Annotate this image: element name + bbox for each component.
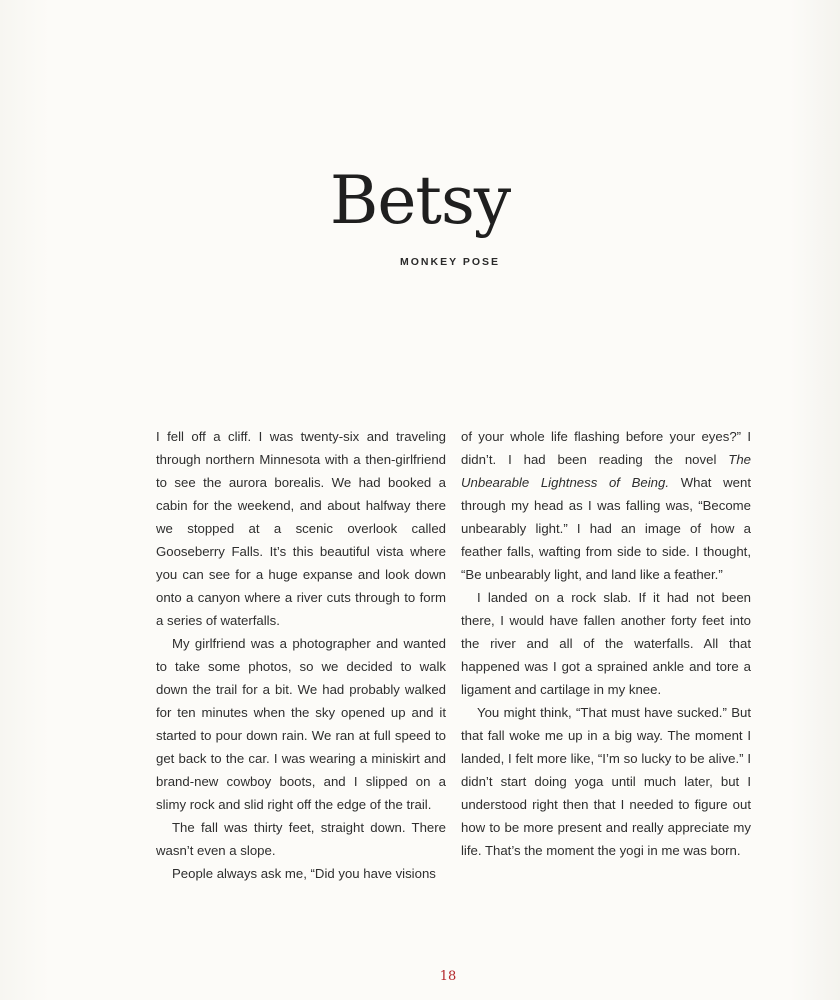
paragraph: I landed on a rock slab. If it had not been there, I would have fallen another forty feet into the river and all of the waterfalls. All that happened was I got a sprained ankle and tore a ligament and cartilage in my knee.: [461, 590, 751, 697]
paragraph: My girlfriend was a photographer and wanted to take some photos, so we decided to walk down the trail for a bit. We had probably walked for ten minutes when the sky opened up and it started to pour down rain. We ran at full speed to get back to the car. I was wearing a miniskirt and brand-new cowboy boots, and I slipped on a slimy rock and slid right off the edge of the trail.: [156, 636, 446, 812]
book-title-italic: The Unbearable Lightness of Being.: [461, 452, 751, 490]
chapter-subtitle: MONKEY POSE: [400, 256, 500, 268]
paragraph: People always ask me, “Did you have visions: [172, 866, 436, 881]
text-column-left: [156, 425, 446, 885]
chapter-title: Betsy: [329, 162, 511, 239]
paragraph-text: of your whole life flashing before your eyes?” I didn’t. I had been reading the novel: [461, 429, 751, 467]
text-column-right: [461, 425, 751, 862]
paragraph: I fell off a cliff. I was twenty-six and traveling through northern Minnesota with a then-girlfriend to see the aurora borealis. We had booked a cabin for the weekend, and about halfway there we stopped at a scenic overlook called Gooseberry Falls. It’s this beautiful vista where you can see for a huge expanse and look down onto a canyon where a river cuts through to form a series of waterfalls.: [156, 429, 446, 628]
paragraph: [461, 425, 751, 586]
paragraph: You might think, “That must have sucked.” But that fall woke me up in a big way. The moment I landed, I felt more like, “I’m so lucky to be alive.” I didn’t start doing yoga until much later, but I understood right then that I needed to figure out how to be more present and really appreciate my life. That’s the moment the yogi in me was born.: [461, 705, 751, 858]
page-number: 18: [439, 969, 457, 984]
paragraph-text: What went through my head as I was falling was, “Become unbearably light.” I had an image of how a feather falls, wafting from side to side. I thought, “Be unbearably light, and land like a feather.”: [461, 475, 751, 582]
paragraph: The fall was thirty feet, straight down. There wasn’t even a slope.: [156, 820, 446, 858]
